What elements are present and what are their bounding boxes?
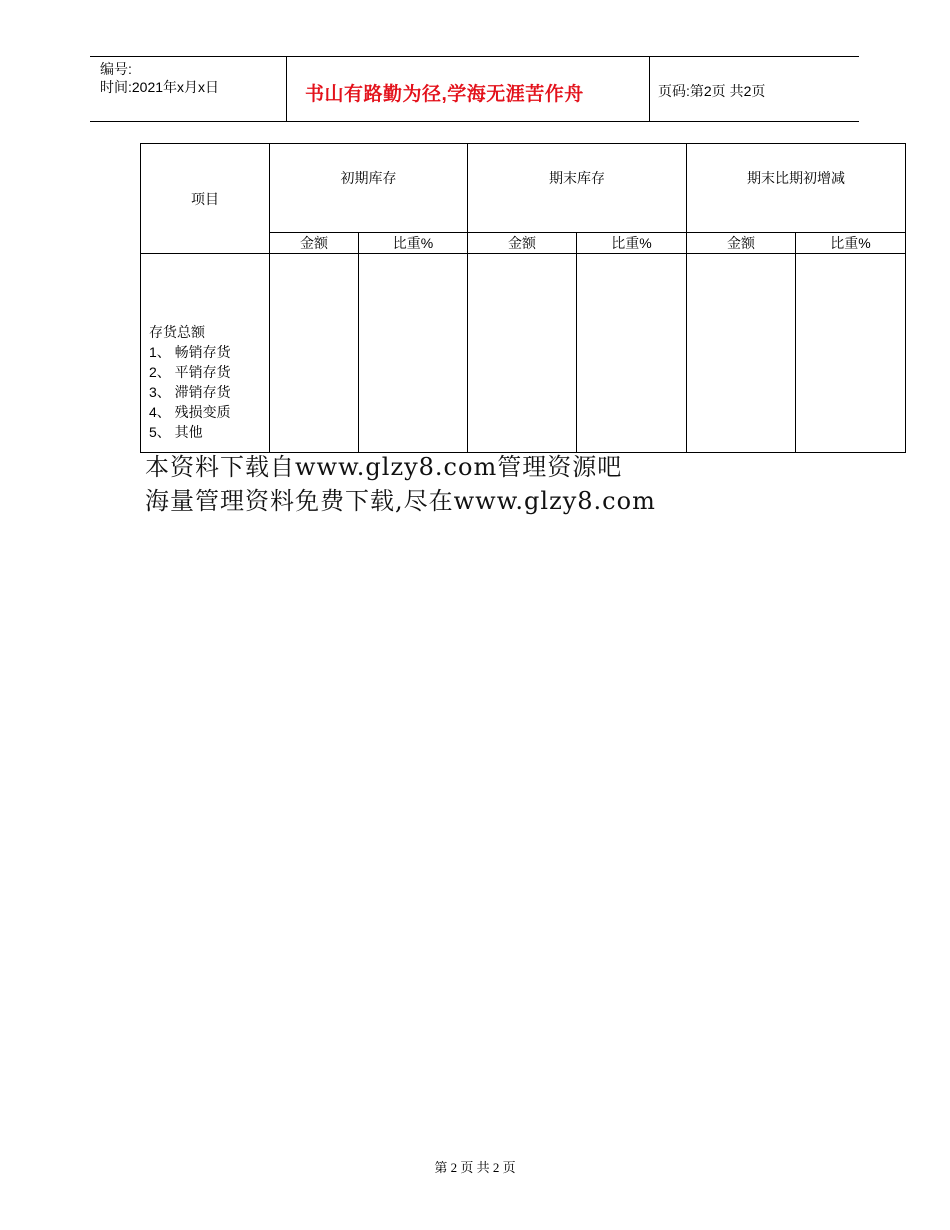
item-list-cell xyxy=(141,254,270,453)
subheader-ratio: 比重% xyxy=(796,233,906,254)
subheader-ratio: 比重% xyxy=(577,233,687,254)
promo-line: 海量管理资料免费下载,尽在www.glzy8.com xyxy=(145,487,656,515)
subheader-amount: 金额 xyxy=(468,233,577,254)
promo-line: 本资料下载自www.glzy8.com管理资源吧 xyxy=(145,453,623,481)
table-cell xyxy=(687,254,796,453)
table-cell xyxy=(270,254,359,453)
group-header-change: 期末比期初增减 xyxy=(687,144,906,233)
list-item: 2、 平销存货 xyxy=(149,364,231,380)
subheader-amount: 金额 xyxy=(270,233,359,254)
promo-text xyxy=(145,450,656,518)
header-page-info: 页码:第2页 共2页 xyxy=(658,83,766,99)
table-header-row xyxy=(141,144,906,233)
group-header-closing-stock: 期末库存 xyxy=(468,144,687,233)
header-top-rule xyxy=(90,56,859,57)
table-cell xyxy=(577,254,687,453)
table-cell xyxy=(796,254,906,453)
inventory-table xyxy=(140,143,906,453)
list-item: 1、 畅销存货 xyxy=(149,344,231,360)
list-item: 5、 其他 xyxy=(149,424,203,440)
subheader-ratio: 比重% xyxy=(359,233,468,254)
list-item: 存货总额 xyxy=(149,324,205,340)
header-divider-left xyxy=(286,56,287,122)
group-header-opening-stock: 初期库存 xyxy=(270,144,468,233)
header-divider-right xyxy=(649,56,650,122)
document-number-label: 编号: xyxy=(100,61,132,77)
subheader-amount: 金额 xyxy=(687,233,796,254)
table-cell xyxy=(468,254,577,453)
list-item: 3、 滞销存货 xyxy=(149,384,231,400)
header-motto: 书山有路勤为径,学海无涯苦作舟 xyxy=(305,84,584,105)
list-item: 4、 残损变质 xyxy=(149,404,231,420)
document-date: 时间:2021年x月x日 xyxy=(100,79,220,95)
table-cell xyxy=(359,254,468,453)
table-row xyxy=(141,254,906,453)
page-footer: 第 2 页 共 2 页 xyxy=(434,1160,516,1175)
header-bottom-rule xyxy=(90,121,859,122)
item-column-header: 项目 xyxy=(141,144,270,254)
